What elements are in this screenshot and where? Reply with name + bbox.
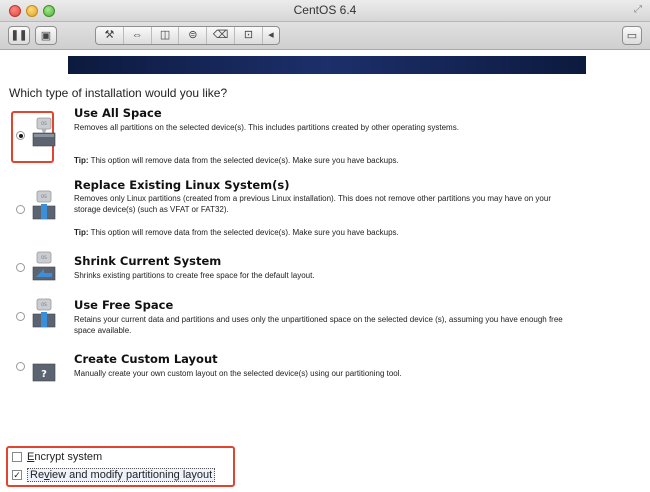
snapshot-icon: ▣ xyxy=(40,30,52,42)
stretch-icon[interactable]: ⊡ xyxy=(234,27,262,44)
disk-custom-icon xyxy=(32,352,56,382)
pause-icon: ❚❚ xyxy=(10,30,28,41)
option-tip xyxy=(74,227,594,238)
tip-label: Tip: xyxy=(74,156,89,165)
pause-button[interactable] xyxy=(8,26,30,45)
option-title: Use Free Space xyxy=(74,298,174,312)
review-partitioning-label[interactable]: Review and modify partitioning layout xyxy=(27,468,215,482)
encrypt-system-checkbox-row[interactable] xyxy=(12,450,102,464)
arrows-icon[interactable]: ⇔ xyxy=(123,27,151,44)
option-radio[interactable] xyxy=(16,131,25,140)
lock-icon[interactable]: ⊜ xyxy=(178,27,206,44)
window-mode-button[interactable] xyxy=(622,26,642,45)
option-radio[interactable] xyxy=(16,312,25,321)
fullscreen-icon[interactable]: ⤢ xyxy=(634,4,642,15)
disk-icon[interactable]: ◫ xyxy=(151,27,179,44)
svg-text:OS: OS xyxy=(41,194,47,199)
window-title: CentOS 6.4 xyxy=(293,3,357,17)
option-title: Shrink Current System xyxy=(74,254,222,268)
tip-label: Tip: xyxy=(74,228,89,237)
option-radio[interactable] xyxy=(16,205,25,214)
disk-shrink-icon xyxy=(32,251,56,281)
option-title: Use All Space xyxy=(74,106,162,120)
option-description: Removes all partitions on the selected device(s). This includes partitions created by other operating systems. xyxy=(74,123,459,132)
option-radio[interactable] xyxy=(16,263,25,272)
svg-text:OS: OS xyxy=(41,255,47,260)
tip-text: This option will remove data from the selected device(s). Make sure you have backups. xyxy=(88,156,399,165)
svg-text:OS: OS xyxy=(41,302,47,307)
tip-text: This option will remove data from the selected device(s). Make sure you have backups. xyxy=(88,228,399,237)
window-icon: ▭ xyxy=(626,30,638,42)
window-titlebar xyxy=(0,0,650,22)
option-title: Create Custom Layout xyxy=(74,352,218,366)
disk-replace-icon xyxy=(32,190,56,220)
installer-banner xyxy=(68,56,586,74)
back-arrow-icon[interactable]: ◂ xyxy=(262,27,279,44)
option-title: Replace Existing Linux System(s) xyxy=(74,178,290,192)
option-description: Removes only Linux partitions (created from a previous Linux installation). This does not remove other partitions you may have on your storage device(s) (such as VFAT or FAT32). xyxy=(74,194,551,214)
option-description: Retains your current data and partitions and uses only the unpartitioned space on the selected device (s), assuming you have enough free space available. xyxy=(74,315,563,335)
option-description: Manually create your own custom layout on the selected device(s) using our partitioning tool. xyxy=(74,369,402,378)
option-radio[interactable] xyxy=(16,362,25,371)
disk-free-space-icon xyxy=(32,298,56,328)
option-tip xyxy=(74,155,594,166)
vm-toolbar xyxy=(0,22,650,50)
encrypt-system-checkbox[interactable] xyxy=(12,452,22,462)
svg-text:OS: OS xyxy=(41,121,47,126)
option-description: Shrinks existing partitions to create free space for the default layout. xyxy=(74,271,315,280)
svg-text:?: ? xyxy=(41,369,47,380)
review-partitioning-checkbox-row[interactable] xyxy=(12,468,215,482)
disk-with-os-icon xyxy=(32,117,56,147)
device-toolbar-group xyxy=(95,26,280,45)
installation-type-question: Which type of installation would you like? xyxy=(9,86,228,100)
trash-icon[interactable]: ⌫ xyxy=(206,27,234,44)
review-partitioning-checkbox[interactable]: ✓ xyxy=(13,470,21,480)
encrypt-system-label[interactable]: Encrypt system xyxy=(27,451,103,463)
snapshot-button[interactable] xyxy=(35,26,57,45)
wrench-icon[interactable]: ⚒ xyxy=(104,29,115,41)
